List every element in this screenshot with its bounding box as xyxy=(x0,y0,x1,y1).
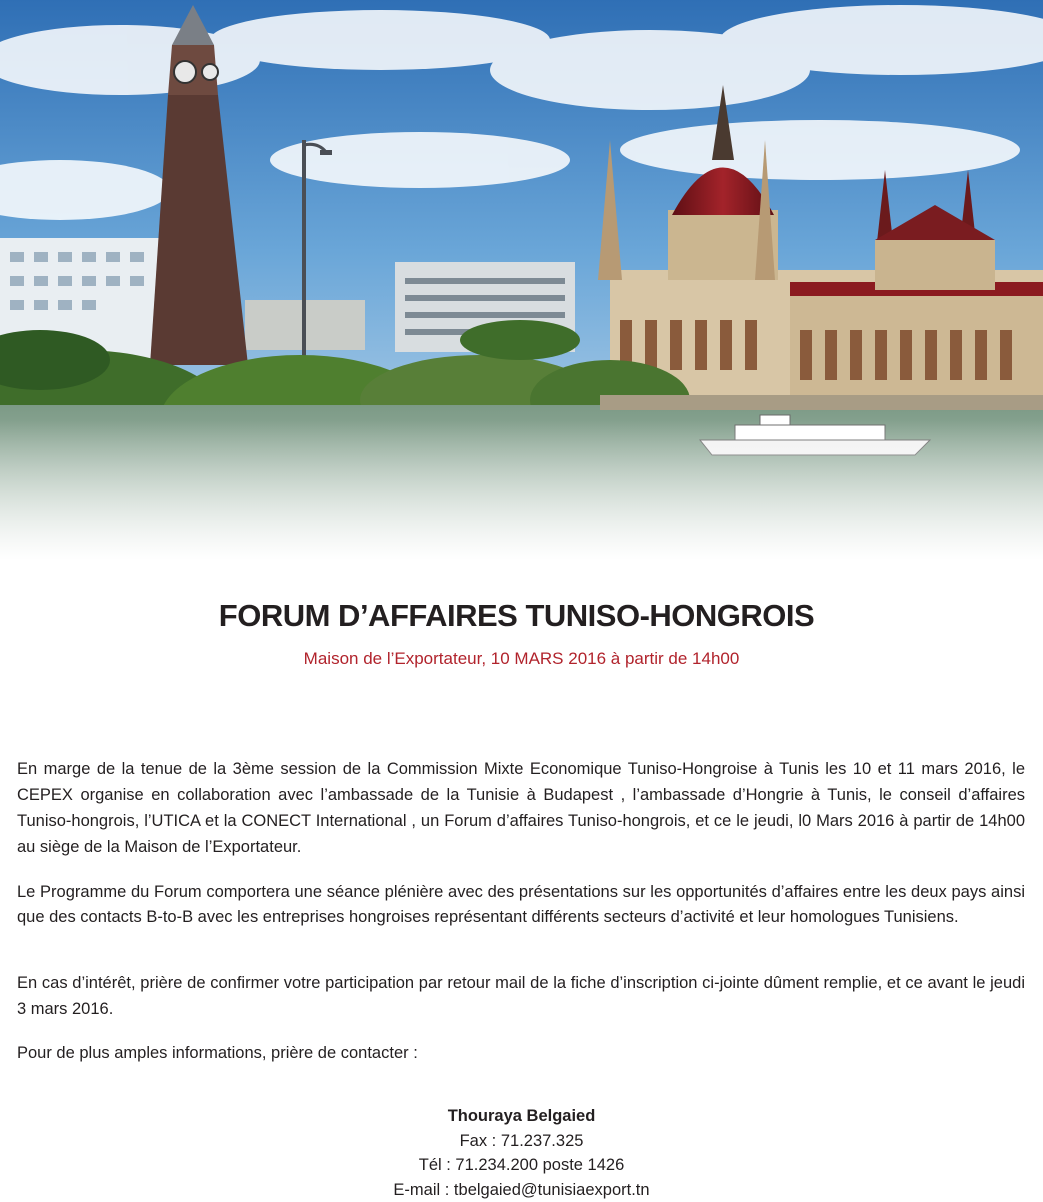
contact-email[interactable]: E-mail : tbelgaied@tunisiaexport.tn xyxy=(0,1178,1043,1202)
paragraph-contact-intro: Pour de plus amples informations, prière de contacter : xyxy=(17,1040,1025,1066)
page-subtitle: Maison de l’Exportateur, 10 MARS 2016 à partir de 14h00 xyxy=(0,649,1043,669)
fade-overlay xyxy=(0,420,1043,560)
paragraph-registration: En cas d’intérêt, prière de confirmer votre participation par retour mail de la fiche d’inscription ci-jointe dûment remplie, et ce avant le jeudi 3 mars 2016. xyxy=(17,970,1025,1022)
contact-block xyxy=(0,1104,1043,1202)
page-title: FORUM D’AFFAIRES TUNISO-HONGROIS xyxy=(0,598,1033,634)
paragraph-programme: Le Programme du Forum comportera une séance plénière avec des présentations sur les opportunités d’affaires entre les deux pays ainsi que des contacts B-to-B avec les entreprises hongroises représentant différents secteurs d’activité et leur homologues Tunisiens. xyxy=(17,880,1025,930)
contact-fax: Fax : 71.237.325 xyxy=(0,1129,1043,1154)
paragraph-intro: En marge de la tenue de la 3ème session de la Commission Mixte Economique Tuniso-Hongroise à Tunis les 10 et 11 mars 2016, le CEPEX organise en collaboration avec l’ambassade de la Tunisie à Budapest , l’ambassade d’Hongrie à Tunis, le conseil d’affaires Tuniso-hongrois, l’UTICA et la CONECT International , un Forum d’affaires Tuniso-hongrois, et ce le jeudi, l0 Mars 2016 à partir de 14h00 au siège de la Maison de l’Exportateur. xyxy=(17,756,1025,860)
hero-banner xyxy=(0,0,1043,560)
contact-tel: Tél : 71.234.200 poste 1426 xyxy=(0,1153,1043,1178)
contact-name: Thouraya Belgaied xyxy=(0,1104,1043,1129)
hero-illustration xyxy=(0,0,1043,560)
